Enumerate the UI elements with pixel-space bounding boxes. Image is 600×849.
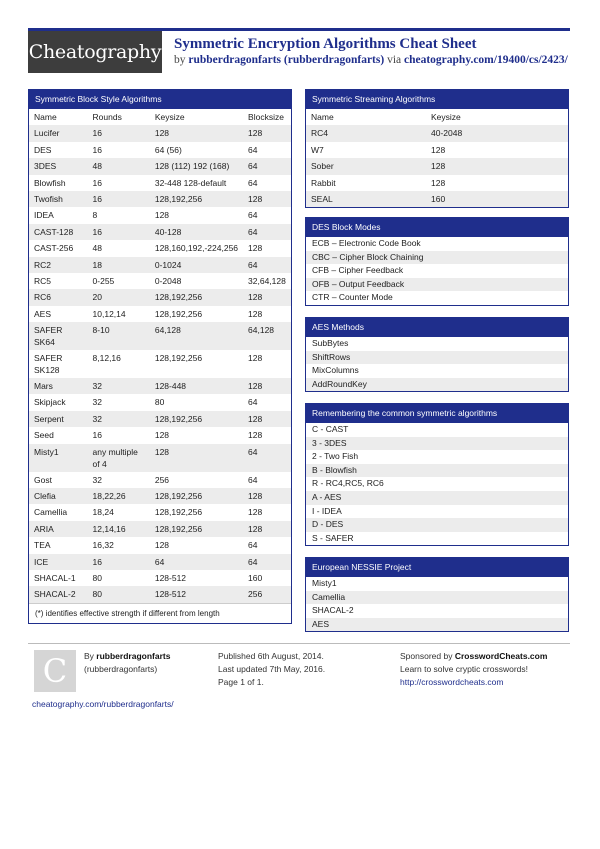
table-cell: Sober	[311, 161, 334, 172]
table-cell: RC2	[34, 259, 52, 270]
table-cell: 48	[92, 243, 102, 254]
table-cell: 32	[92, 381, 102, 392]
table-cell: 128-512	[154, 572, 187, 583]
column-header: Keysize	[431, 112, 461, 122]
table-cell: 128,192,256	[154, 507, 203, 518]
list-item: Camellia	[306, 591, 568, 605]
list-item: OFB – Output Feedback	[306, 278, 568, 292]
sponsor-prefix: Sponsored by	[400, 651, 453, 661]
table-cell: 64	[248, 226, 258, 237]
table-cell: 128	[248, 353, 263, 364]
table-cell: 128	[431, 161, 446, 172]
table-cell: 64	[154, 556, 165, 567]
table-cell: 128	[154, 210, 170, 221]
table-cell: 10,12,14	[92, 308, 126, 319]
table-cell: 128,192,256	[154, 413, 203, 424]
table-cell: 64,128	[154, 325, 181, 336]
list-item: AddRoundKey	[306, 378, 568, 392]
table-cell: 64	[248, 177, 258, 188]
table-row	[306, 191, 568, 207]
list-item: CTR – Counter Mode	[306, 291, 568, 305]
table-cell: 80	[92, 572, 102, 583]
list-item: CBC – Cipher Block Chaining	[306, 251, 568, 265]
table-row	[29, 257, 291, 273]
table-cell: 64	[248, 446, 258, 457]
table-cell: 16	[92, 128, 102, 139]
table-row	[29, 207, 291, 223]
table-cell: 128,192,256	[154, 523, 203, 534]
table-cell: 128	[248, 430, 263, 441]
table-cell: 128	[248, 128, 263, 139]
table-cell: 128,192,256	[154, 308, 203, 319]
table-cell: 32	[92, 413, 102, 424]
table-cell: 128	[248, 381, 263, 392]
table-row	[29, 125, 291, 141]
list-item: R - RC4,RC5, RC6	[306, 477, 568, 491]
table-cell: 128	[248, 491, 263, 502]
table-cell: 64	[248, 397, 258, 408]
stream-algorithms-heading: Symmetric Streaming Algorithms	[306, 90, 568, 109]
table-cell: Mars	[34, 381, 53, 392]
footer-by-label: By	[84, 651, 94, 661]
table-cell: 32	[92, 474, 102, 485]
table-cell: Skipjack	[34, 397, 66, 408]
page-title: Symmetric Encryption Algorithms Cheat Sheet	[174, 36, 477, 52]
table-row	[29, 191, 291, 207]
cheatography-logo[interactable]: Cheatography	[28, 31, 162, 73]
table-cell: 128	[154, 446, 170, 457]
table-cell: 18,22,26	[92, 491, 126, 502]
table-cell: RC5	[34, 275, 52, 286]
table-row	[29, 472, 291, 488]
des-modes-heading: DES Block Modes	[306, 218, 568, 237]
table-cell: 128	[248, 523, 263, 534]
footer-author	[84, 650, 170, 676]
byline	[174, 54, 568, 66]
table-row	[29, 224, 291, 240]
table-cell: 64	[248, 161, 258, 172]
table-cell: 160	[431, 193, 446, 204]
table-row	[306, 142, 568, 158]
table-cell: 16	[92, 430, 102, 441]
table-cell: 64	[248, 474, 258, 485]
table-cell: SAFER SK128	[34, 353, 63, 376]
table-cell: 128	[154, 128, 170, 139]
des-modes-box	[305, 217, 569, 306]
table-cell: 8,12,16	[92, 353, 121, 364]
table-row	[306, 175, 568, 191]
table-row	[306, 125, 568, 141]
table-row	[29, 504, 291, 520]
via-label: via	[387, 54, 402, 66]
author-avatar[interactable]: C	[34, 650, 76, 692]
block-algorithms-table	[29, 109, 291, 603]
table-cell: 64,128	[248, 325, 275, 336]
footer-divider	[28, 643, 570, 644]
table-cell: 128-448	[154, 381, 187, 392]
table-row	[29, 427, 291, 443]
table-cell: 64	[248, 144, 258, 155]
table-row	[29, 554, 291, 570]
table-cell: Rabbit	[311, 177, 336, 188]
table-cell: 0-2048	[154, 275, 182, 286]
table-cell: Seed	[34, 430, 54, 441]
table-cell: 32-448 128-default	[154, 177, 227, 188]
table-row	[29, 142, 291, 158]
table-cell: CAST-256	[34, 243, 74, 254]
table-cell: 128 (112) 192 (168)	[154, 161, 230, 172]
remembering-box	[305, 403, 569, 546]
table-cell: RC4	[311, 128, 329, 139]
remembering-heading: Remembering the common symmetric algorithms	[306, 404, 568, 423]
table-cell: 12,14,16	[92, 523, 126, 534]
table-row	[29, 306, 291, 322]
table-cell: SEAL	[311, 193, 333, 204]
table-cell: 16	[92, 556, 102, 567]
table-row	[29, 322, 291, 350]
table-cell: Misty1	[34, 446, 59, 457]
table-cell: 16	[92, 193, 102, 204]
table-cell: W7	[311, 144, 324, 155]
table-row	[29, 586, 291, 602]
sponsor-url-link[interactable]: http://crosswordcheats.com	[400, 677, 504, 687]
by-label: by	[174, 54, 186, 66]
list-item: SHACAL-2	[306, 604, 568, 618]
stream-algorithms-box	[305, 89, 569, 208]
table-cell: Blowfish	[34, 177, 66, 188]
table-cell: Serpent	[34, 413, 64, 424]
table-cell: 256	[154, 474, 170, 485]
list-item: S - SAFER	[306, 532, 568, 546]
aes-methods-heading: AES Methods	[306, 318, 568, 337]
table-row	[29, 411, 291, 427]
block-header-row	[29, 109, 291, 125]
stream-algorithms-table	[306, 109, 568, 207]
table-cell: 128,160,192,-224,256	[154, 243, 239, 254]
table-cell: RC6	[34, 292, 52, 303]
list-item: 2 - Two Fish	[306, 450, 568, 464]
table-cell: 48	[92, 161, 102, 172]
column-header: Name	[311, 112, 334, 122]
table-row	[29, 488, 291, 504]
table-cell: 128	[154, 430, 170, 441]
table-row	[29, 570, 291, 586]
table-row	[29, 444, 291, 472]
sponsor-name[interactable]: CrosswordCheats.com	[454, 651, 548, 661]
table-cell: Camellia	[34, 507, 68, 518]
table-cell: 80	[92, 589, 102, 600]
table-cell: 16	[92, 177, 102, 188]
table-cell: SAFER SK64	[34, 325, 63, 348]
table-cell: 64	[248, 259, 258, 270]
table-cell: 64	[248, 210, 258, 221]
list-item: MixColumns	[306, 364, 568, 378]
table-row	[29, 378, 291, 394]
aes-methods-box	[305, 317, 569, 392]
list-item: B - Blowfish	[306, 464, 568, 478]
table-cell: DES	[34, 144, 52, 155]
table-cell: 40-2048	[431, 128, 463, 139]
table-cell: 160	[248, 572, 263, 583]
table-cell: 128	[248, 507, 263, 518]
list-item: Misty1	[306, 577, 568, 591]
table-cell: 20	[92, 292, 102, 303]
table-cell: 128	[431, 177, 446, 188]
table-cell: 8-10	[92, 325, 110, 336]
sheet-url-link[interactable]: cheatography.com/19400/cs/2423/	[404, 54, 568, 66]
author-profile-link[interactable]: cheatography.com/rubberdragonfarts/	[32, 699, 174, 709]
list-item: SubBytes	[306, 337, 568, 351]
table-cell: 3DES	[34, 161, 57, 172]
footer-author-name[interactable]: rubberdragonfarts	[96, 651, 171, 661]
table-cell: 18	[92, 259, 102, 270]
table-cell: 8	[92, 210, 98, 221]
table-cell: 32	[92, 397, 102, 408]
list-item: I - IDEA	[306, 505, 568, 519]
table-cell: 128	[248, 413, 263, 424]
table-row	[29, 289, 291, 305]
table-cell: 128	[248, 308, 263, 319]
table-cell: SHACAL-1	[34, 572, 76, 583]
table-cell: 128,192,256	[154, 353, 203, 364]
table-cell: 16	[92, 226, 102, 237]
table-cell: 16	[92, 144, 102, 155]
updated-date: Last updated 7th May, 2016.	[218, 664, 326, 674]
footer-author-handle: (rubberdragonfarts)	[84, 664, 158, 674]
table-cell: 128-512	[154, 589, 187, 600]
list-item: A - AES	[306, 491, 568, 505]
table-row	[29, 537, 291, 553]
table-cell: 128	[248, 193, 263, 204]
table-cell: Clefia	[34, 491, 56, 502]
list-item: AES	[306, 618, 568, 632]
table-row	[29, 175, 291, 191]
table-cell: Gost	[34, 474, 52, 485]
column-header: Keysize	[154, 112, 185, 122]
table-cell: CAST-128	[34, 226, 74, 237]
list-item: C - CAST	[306, 423, 568, 437]
column-header: Rounds	[92, 112, 122, 122]
table-cell: SHACAL-2	[34, 589, 76, 600]
list-item: D - DES	[306, 518, 568, 532]
table-cell: 64	[248, 556, 258, 567]
published-date: Published 6th August, 2014.	[218, 651, 324, 661]
table-cell: IDEA	[34, 210, 54, 221]
table-cell: 128,192,256	[154, 292, 203, 303]
table-cell: 18,24	[92, 507, 114, 518]
stream-header-row	[306, 109, 568, 125]
table-cell: 256	[248, 589, 263, 600]
table-cell: Lucifer	[34, 128, 60, 139]
table-cell: ARIA	[34, 523, 54, 534]
column-header: Name	[34, 112, 57, 122]
table-cell: 128,192,256	[154, 491, 203, 502]
table-cell: 128	[248, 243, 263, 254]
strength-note: (*) identifies effective strength if different from length	[29, 603, 291, 623]
nessie-heading: European NESSIE Project	[306, 558, 568, 577]
list-item: 3 - 3DES	[306, 437, 568, 451]
table-cell: 0-255	[92, 275, 115, 286]
sponsor-tagline: Learn to solve cryptic crosswords!	[400, 664, 529, 674]
block-algorithms-heading: Symmetric Block Style Algorithms	[29, 90, 291, 109]
table-row	[29, 273, 291, 289]
footer-sponsor	[400, 650, 547, 689]
column-header: Blocksize	[248, 112, 284, 122]
table-cell: Twofish	[34, 193, 63, 204]
page-count: Page 1 of 1.	[218, 677, 264, 687]
list-item: ShiftRows	[306, 351, 568, 365]
table-cell: TEA	[34, 540, 51, 551]
table-cell: 0-1024	[154, 259, 182, 270]
table-cell: 128,192,256	[154, 193, 203, 204]
nessie-box	[305, 557, 569, 632]
table-row	[29, 158, 291, 174]
footer-dates	[218, 650, 325, 689]
table-cell: ICE	[34, 556, 49, 567]
author-link[interactable]: rubberdragonfarts (rubberdragonfarts)	[188, 54, 385, 66]
table-cell: 40-128	[154, 226, 182, 237]
table-cell: 128	[248, 292, 263, 303]
table-row	[29, 350, 291, 378]
table-cell: 64	[248, 540, 258, 551]
table-cell: 64 (56)	[154, 144, 182, 155]
table-row	[306, 158, 568, 174]
block-algorithms-box	[28, 89, 292, 624]
table-cell: 16,32	[92, 540, 114, 551]
table-cell: 32,64,128	[248, 275, 286, 286]
table-row	[29, 240, 291, 256]
table-cell: 128	[431, 144, 446, 155]
list-item: ECB – Electronic Code Book	[306, 237, 568, 251]
table-cell: any multiple of 4	[92, 446, 138, 469]
table-cell: 128	[154, 540, 170, 551]
table-row	[29, 394, 291, 410]
table-row	[29, 521, 291, 537]
table-cell: 80	[154, 397, 165, 408]
table-cell: AES	[34, 308, 52, 319]
list-item: CFB – Cipher Feedback	[306, 264, 568, 278]
